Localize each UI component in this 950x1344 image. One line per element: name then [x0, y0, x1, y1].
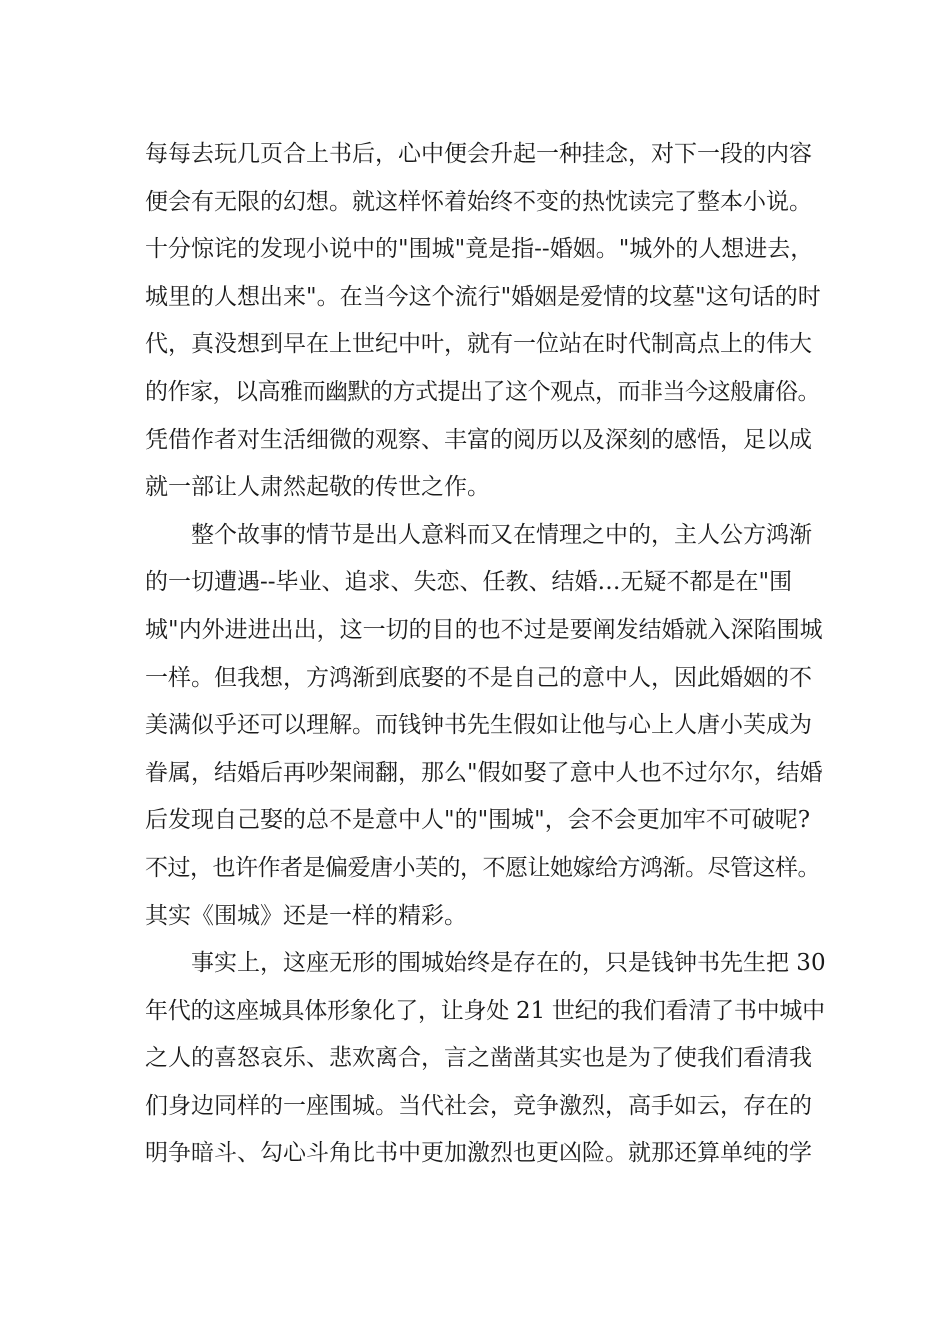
text-line-9: 整个故事的情节是出人意料而又在情理之中的，主人公方鸿渐 — [191, 521, 812, 548]
text-line-21: 们身边同样的一座围城。当代社会，竞争激烈，高手如云，存在的 — [145, 1092, 812, 1119]
text-line-13: 美满似乎还可以理解。而钱钟书先生假如让他与心上人唐小芙成为 — [145, 712, 812, 739]
text-line-18: 事实上，这座无形的围城始终是存在的，只是钱钟书先生把 30 — [191, 950, 826, 977]
text-line-8: 就一部让人肃然起敬的传世之作。 — [145, 474, 490, 501]
text-line-12: 一样。但我想，方鸿渐到底娶的不是自己的意中人，因此婚姻的不 — [145, 664, 812, 691]
text-line-1: 每每去玩几页合上书后，心中便会升起一种挂念，对下一段的内容 — [145, 141, 812, 167]
text-line-2: 便会有无限的幻想。就这样怀着始终不变的热忱读完了整本小说。 — [145, 188, 812, 215]
text-line-20: 之人的喜怒哀乐、悲欢离合，言之凿凿其实也是为了使我们看清我 — [145, 1045, 812, 1072]
text-line-16: 不过，也许作者是偏爱唐小芙的，不愿让她嫁给方鸿渐。尽管这样。 — [145, 854, 820, 881]
text-line-7: 凭借作者对生活细微的观察、丰富的阅历以及深刻的感悟，足以成 — [145, 426, 812, 453]
text-line-6: 的作家，以高雅而幽默的方式提出了这个观点，而非当今这般庸俗。 — [145, 378, 820, 405]
text-line-14: 眷属，结婚后再吵架闹翻，那么"假如娶了意中人也不过尔尔，结婚 — [145, 759, 823, 786]
text-line-3: 十分惊诧的发现小说中的"围城"竟是指--婚姻。"城外的人想进去， — [145, 236, 814, 263]
text-line-15: 后发现自己娶的总不是意中人"的"围城"，会不会更加牢不可破呢? — [145, 807, 811, 834]
text-line-10: 的一切遭遇--毕业、追求、失恋、任教、结婚…无疑不都是在"围 — [145, 569, 793, 596]
text-line-4: 城里的人想出来"。在当今这个流行"婚姻是爱情的坟墓"这句话的时 — [145, 283, 821, 310]
body-text — [145, 131, 825, 1178]
text-line-17: 其实《围城》还是一样的精彩。 — [145, 902, 467, 929]
text-line-5: 代，真没想到早在上世纪中叶，就有一位站在时代制高点上的伟大 — [145, 331, 812, 358]
text-line-11: 城"内外进进出出，这一切的目的也不过是要阐发结婚就入深陷围城 — [145, 616, 823, 643]
text-line-19: 年代的这座城具体形象化了，让身处 21 世纪的我们看清了书中城中 — [145, 997, 825, 1024]
text-line-22: 明争暗斗、勾心斗角比书中更加激烈也更凶险。就那还算单纯的学 — [145, 1140, 812, 1167]
